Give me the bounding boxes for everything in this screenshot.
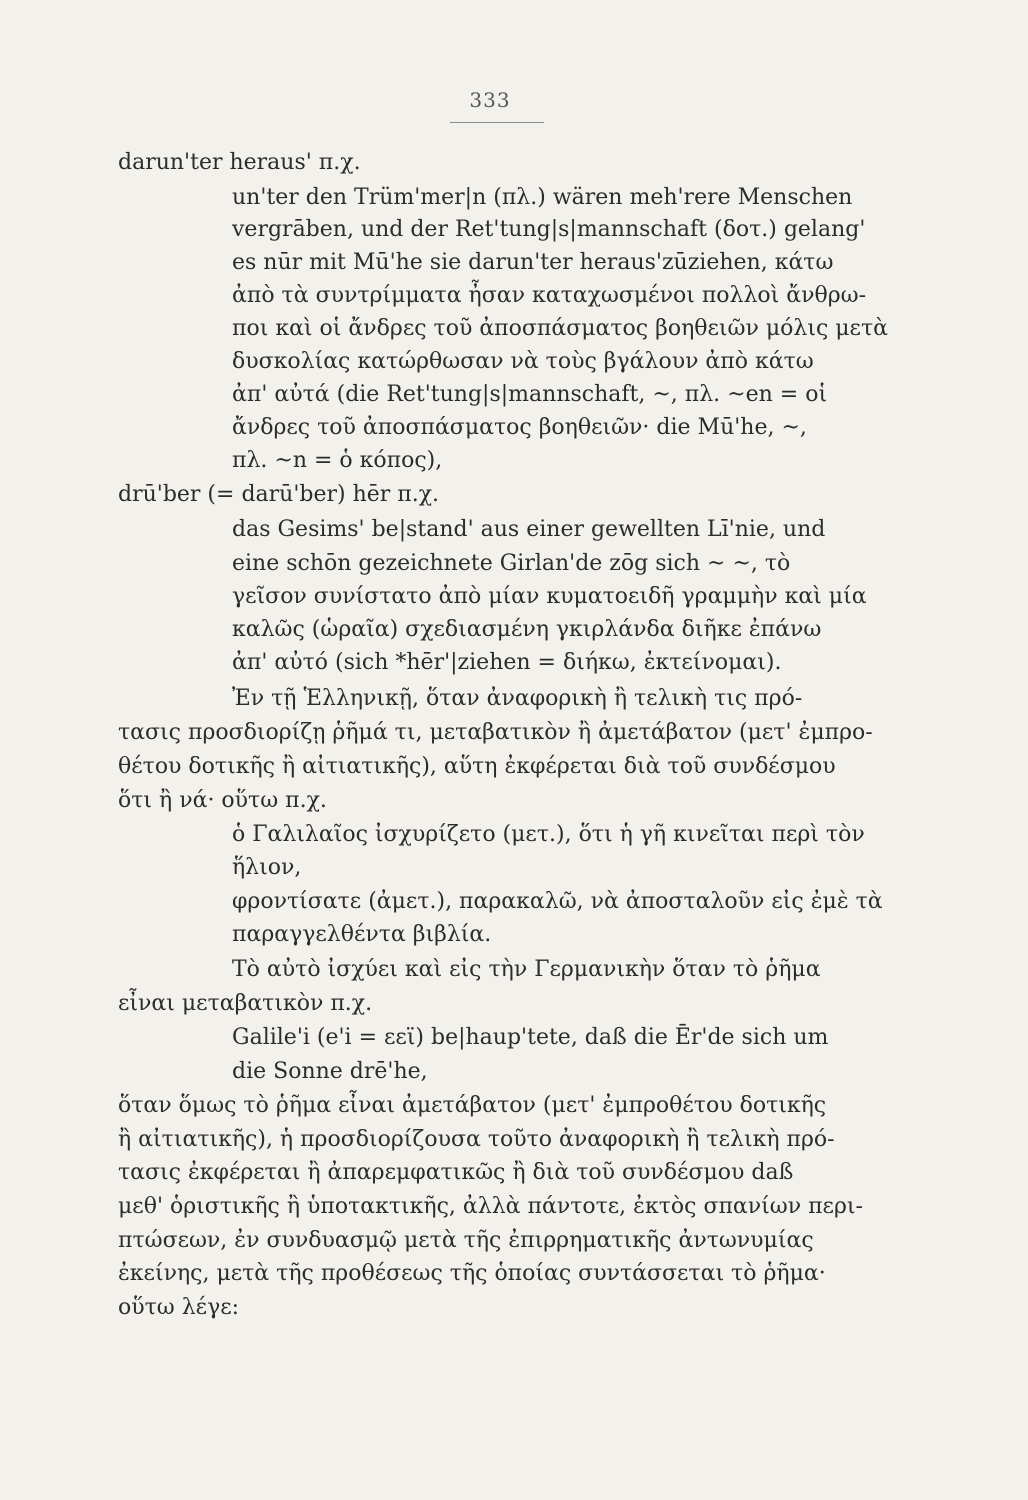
text-line: ποι καὶ οἱ ἄνδρες τοῦ ἀποσπάσματος βοηθειῶν μόλις μετὰ xyxy=(232,316,888,341)
text-line: Galile'i (e'i = εεϊ) be|haup'tete, daß die Ēr'de sich um xyxy=(232,1025,829,1050)
text-line: eine schōn gezeichnete Girlan'de zōg sich ~ ~, τὸ xyxy=(232,551,791,576)
text-line: un'ter den Trüm'mer|n (πλ.) wären meh'rere Menschen xyxy=(232,185,853,210)
text-line: μεθ' ὁριστικῆς ἢ ὑποτακτικῆς, ἀλλὰ πάντοτε, ἐκτὸς σπανίων περι- xyxy=(118,1194,863,1219)
text-line: Ἐν τῇ Ἑλληνικῇ, ὅταν ἀναφορικὴ ἢ τελικὴ τις πρό- xyxy=(232,686,803,711)
text-line: εἶναι μεταβατικὸν π.χ. xyxy=(118,991,373,1016)
text-line: ἀπὸ τὰ συντρίμματα ἦσαν καταχωσμένοι πολλοὶ ἄνθρω- xyxy=(232,283,867,308)
text-line: ἀπ' αὐτά (die Ret'tung|s|mannschaft, ~, πλ. ~en = οἱ xyxy=(232,382,828,407)
text-line: οὕτω λέγε: xyxy=(118,1295,240,1320)
text-line: καλῶς (ὡραῖα) σχεδιασμένη γκιρλάνδα διῆκε ἐπάνω xyxy=(232,617,822,642)
text-line: δυσκολίας κατώρθωσαν νὰ τοὺς βγάλουν ἀπὸ κάτω xyxy=(232,349,814,374)
text-line: φροντίσατε (ἀμετ.), παρακαλῶ, νὰ ἀποσταλοῦν εἰς ἐμὲ τὰ xyxy=(232,889,883,914)
text-line: die Sonne drē'he, xyxy=(232,1059,428,1084)
text-line: πλ. ~n = ὁ κόπος), xyxy=(232,448,443,473)
text-line: τασις προσδιορίζῃ ῥῆμά τι, μεταβατικὸν ἢ ἀμετάβατον (μετ' ἐμπρο- xyxy=(118,720,873,745)
text-line: es nūr mit Mū'he sie darun'ter heraus'zūziehen, κάτω xyxy=(232,250,834,275)
text-line: θέτου δοτικῆς ἢ αἰτιατικῆς), αὕτη ἐκφέρεται διὰ τοῦ συνδέσμου xyxy=(118,754,836,779)
text-line: παραγγελθέντα βιβλία. xyxy=(232,922,492,947)
text-line: ἄνδρες τοῦ ἀποσπάσματος βοηθειῶν· die Mū'he, ~, xyxy=(232,415,807,440)
text-line: πτώσεων, ἐν συνδυασμῷ μετὰ τῆς ἐπιρρηματικῆς ἀντωνυμίας xyxy=(118,1228,814,1253)
text-line: das Gesims' be|stand' aus einer gewellten Lī'nie, und xyxy=(232,517,826,542)
text-line: Τὸ αὐτὸ ἰσχύει καὶ εἰς τὴν Γερμανικὴν ὅταν τὸ ῥῆμα xyxy=(232,957,821,982)
text-line: τασις ἐκφέρεται ἢ ἀπαρεμφατικῶς ἢ διὰ τοῦ συνδέσμου daß xyxy=(118,1160,794,1185)
text-line: ὁ Γαλιλαῖος ἰσχυρίζετο (μετ.), ὅτι ἡ γῆ κινεῖται περὶ τὸν xyxy=(232,822,865,847)
text-line: ἢ αἰτιατικῆς), ἡ προσδιορίζουσα τοῦτο ἀναφορικὴ ἢ τελικὴ πρό- xyxy=(118,1127,835,1152)
text-line: γεῖσον συνίστατο ἀπὸ μίαν κυματοειδῆ γραμμὴν καὶ μία xyxy=(232,584,867,609)
text-line: darun'ter heraus' π.χ. xyxy=(118,150,361,175)
text-line: ἥλιον, xyxy=(232,855,302,880)
page-number: 333 xyxy=(469,88,511,112)
text-line: vergrāben, und der Ret'tung|s|mannschaft (δοτ.) gelang' xyxy=(232,217,866,242)
text-line: ὅτι ἢ νά· οὕτω π.χ. xyxy=(118,788,327,813)
text-line: drū'ber (= darū'ber) hēr π.χ. xyxy=(118,482,440,507)
page-number-rule xyxy=(450,122,544,123)
text-line: ἐκείνης, μετὰ τῆς προθέσεως τῆς ὁποίας συντάσσεται τὸ ῥῆμα· xyxy=(118,1261,826,1286)
text-line: ὅταν ὅμως τὸ ῥῆμα εἶναι ἀμετάβατον (μετ' ἐμπροθέτου δοτικῆς xyxy=(118,1093,827,1118)
text-line: ἀπ' αὐτό (sich *hēr'|ziehen = διήκω, ἐκτείνομαι). xyxy=(232,650,782,675)
